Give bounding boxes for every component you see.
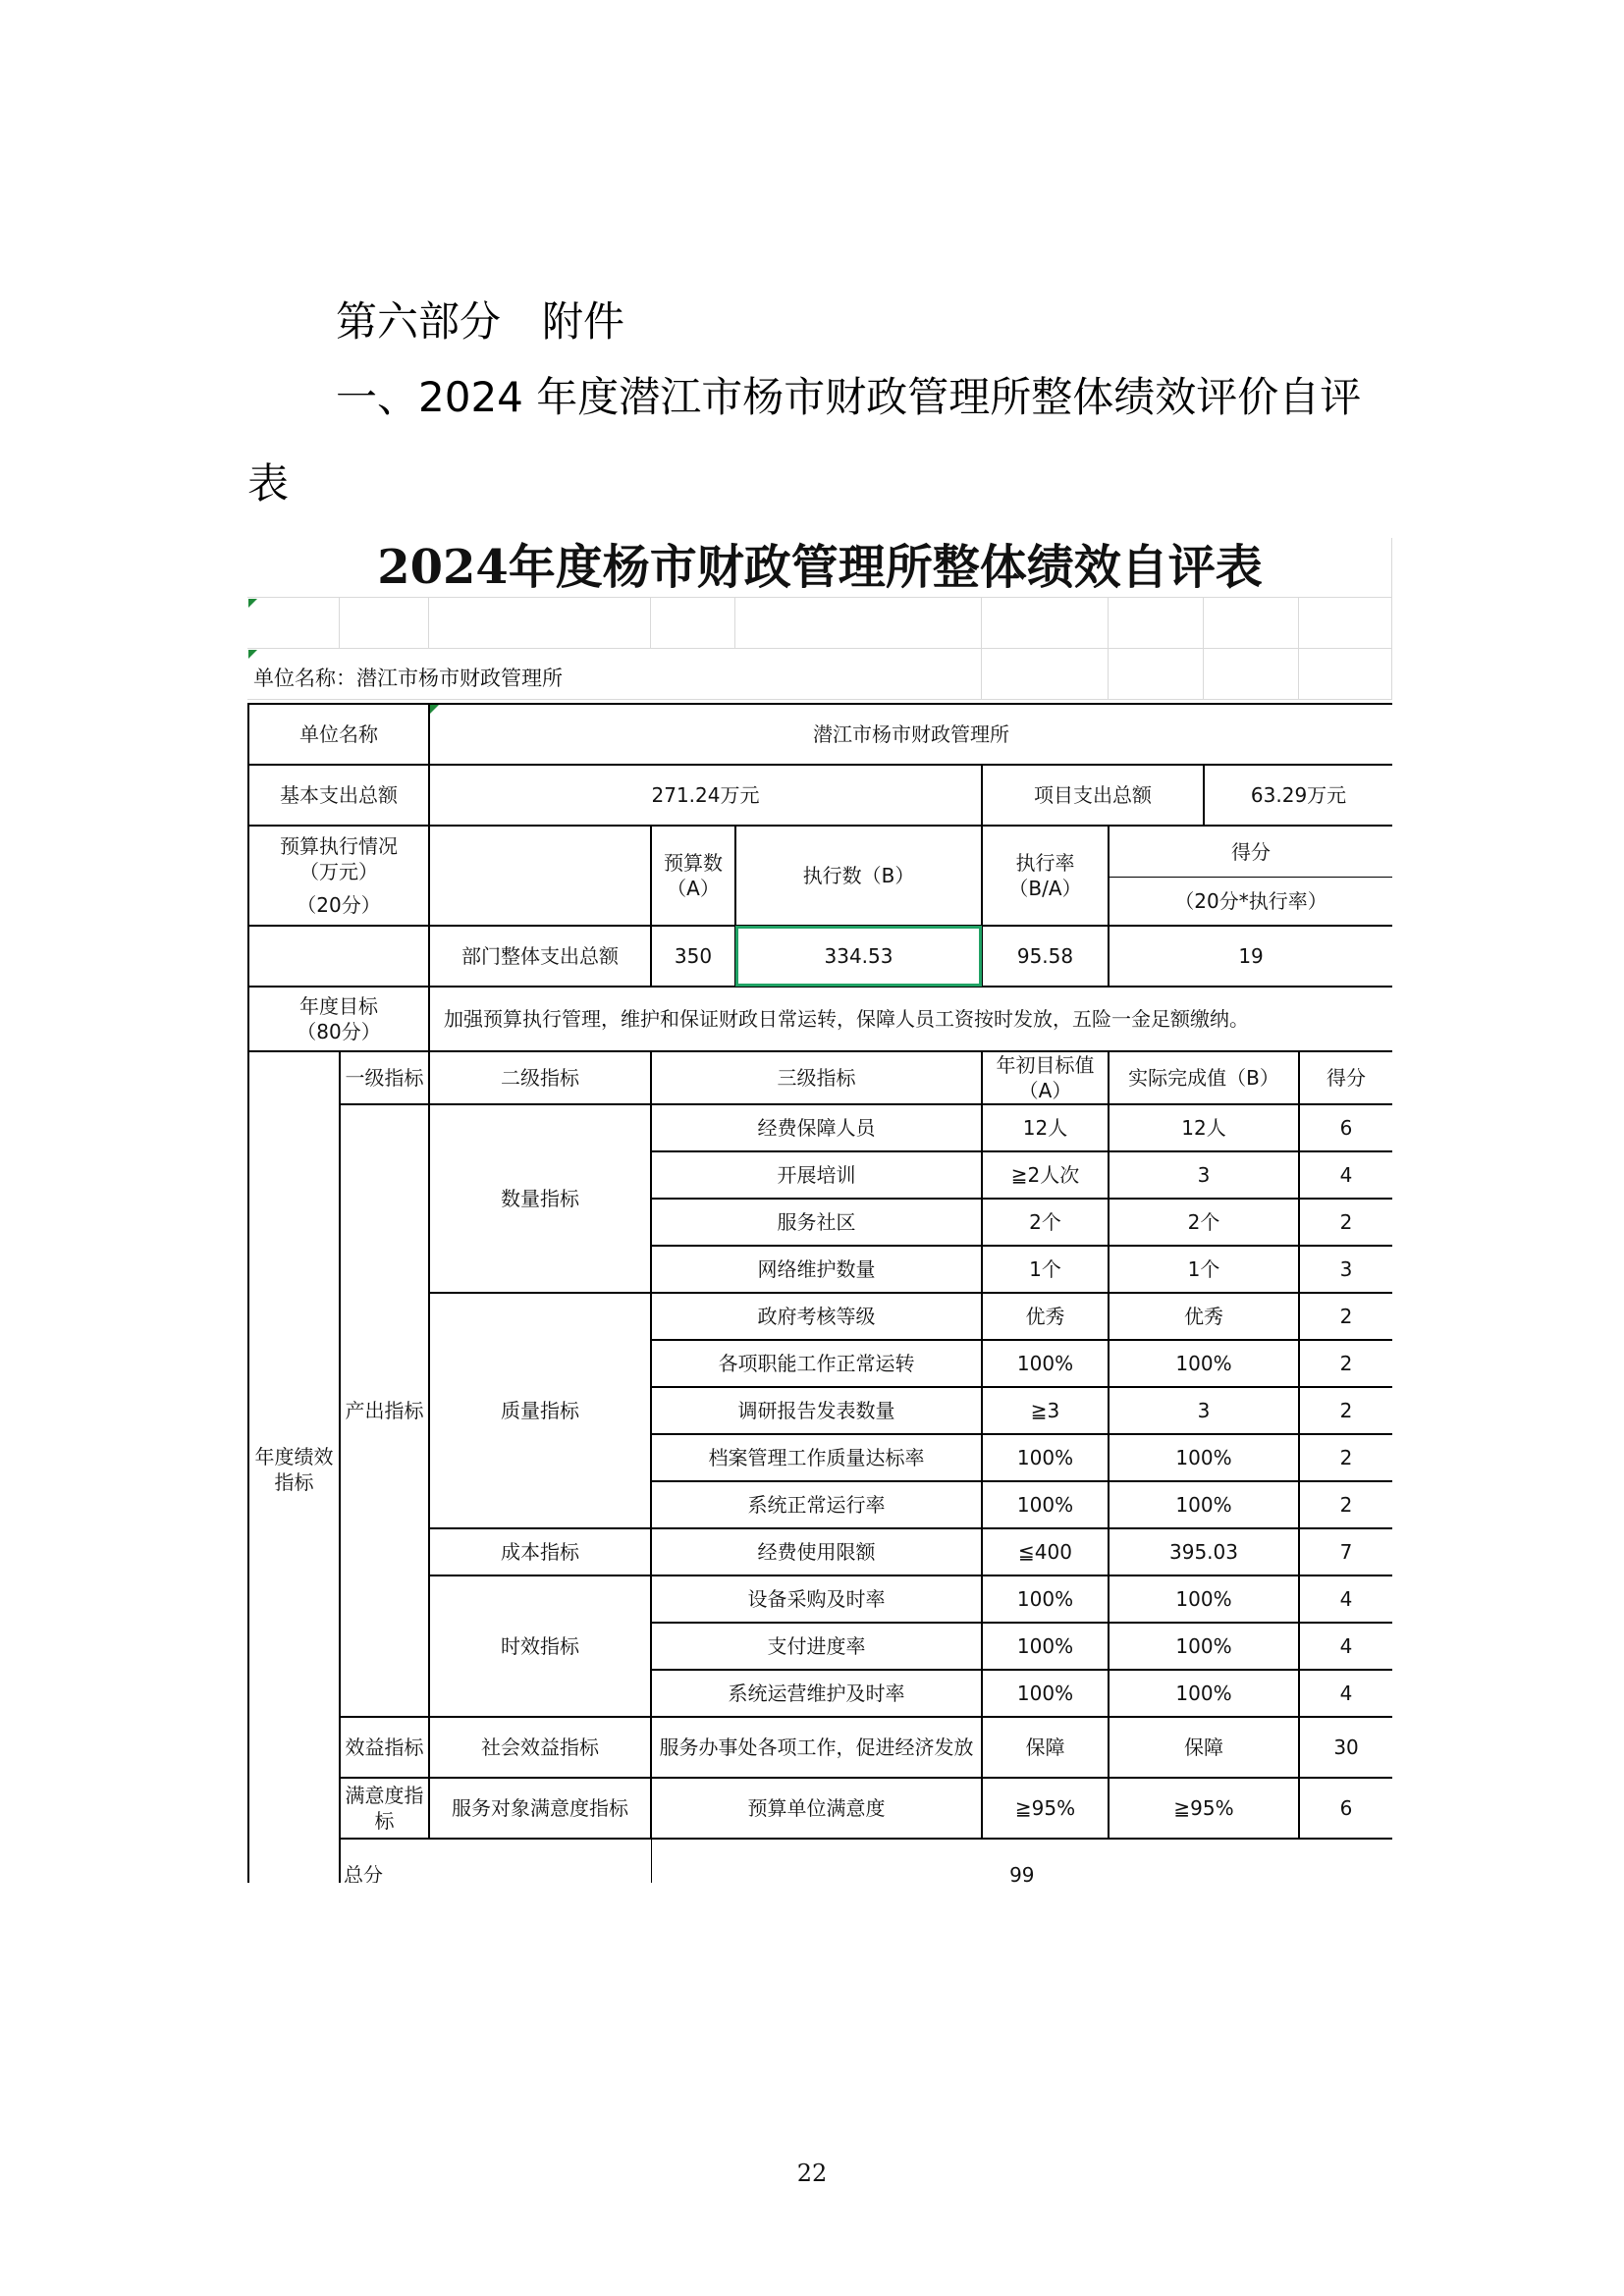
indicator-target: 100%: [982, 1434, 1109, 1481]
indicator-actual: 1个: [1109, 1246, 1299, 1293]
indicator-actual: 3: [1109, 1387, 1299, 1434]
target-header: 年初目标值（A）: [982, 1051, 1109, 1104]
document-title-line: 一、2024 年度潜江市杨市财政管理所整体绩效评价自评: [336, 373, 1362, 421]
indicator-score: 4: [1299, 1575, 1392, 1623]
sheet-title: 2024年度杨市财政管理所整体绩效自评表: [377, 540, 1263, 595]
total-score-value: 99: [651, 1839, 1392, 1883]
grid-line: [428, 597, 429, 648]
indicator-score: 3: [1299, 1246, 1392, 1293]
indicator-score: 4: [1299, 1151, 1392, 1199]
indicator-score: 2: [1299, 1199, 1392, 1246]
blank-cell: [429, 826, 651, 926]
budget-execution-label-line: 预算执行情况: [280, 834, 398, 858]
score-header-label: 得分: [1110, 828, 1392, 878]
indicator-score: 30: [1299, 1717, 1392, 1778]
annual-goal-label: [248, 987, 429, 1051]
basic-expenditure-value: 271.24万元: [429, 765, 982, 826]
indicator-actual: 3: [1109, 1151, 1299, 1199]
indicator-name: 开展培训: [651, 1151, 982, 1199]
section-heading: 第六部分 附件: [336, 297, 625, 346]
indicator-actual: 优秀: [1109, 1293, 1299, 1340]
level2-service-satisfaction: 服务对象满意度指标: [429, 1778, 651, 1839]
indicator-target: 保障: [982, 1717, 1109, 1778]
execution-column-header: 执行数（B）: [735, 826, 982, 926]
grid-line: [247, 597, 1392, 598]
indicator-target: 2个: [982, 1199, 1109, 1246]
annual-goal-points: （80分）: [297, 1020, 381, 1043]
project-expenditure-label: 项目支出总额: [982, 765, 1204, 826]
indicator-name: 系统运营维护及时率: [651, 1670, 982, 1717]
indicator-target: 12人: [982, 1104, 1109, 1151]
budget-execution-unit: （万元）: [299, 860, 378, 883]
level2-social-benefit: 社会效益指标: [429, 1717, 651, 1778]
annual-goal-text: 加强预算执行管理，维护和保证财政日常运转，保障人员工资按时发放，五险一金足额缴纳。: [429, 987, 1392, 1051]
grid-line: [1298, 597, 1299, 699]
annual-goal-label-line: 年度目标: [299, 994, 378, 1018]
indicator-name: 政府考核等级: [651, 1293, 982, 1340]
indicator-target: ≧2人次: [982, 1151, 1109, 1199]
indicator-name: 服务办事处各项工作，促进经济发放: [651, 1717, 982, 1778]
indicator-actual: ≧95%: [1109, 1778, 1299, 1839]
total-expenditure-label: 部门整体支出总额: [429, 926, 651, 987]
indicator-name: 设备采购及时率: [651, 1575, 982, 1623]
indicator-score: 6: [1299, 1778, 1392, 1839]
level1-satisfaction: 满意度指标: [340, 1778, 429, 1839]
indicator-name: 网络维护数量: [651, 1246, 982, 1293]
indicator-target: 100%: [982, 1575, 1109, 1623]
level2-cost: 成本指标: [429, 1528, 651, 1575]
budget-column-header: 预算数（A）: [651, 826, 735, 926]
indicator-score: 2: [1299, 1387, 1392, 1434]
indicator-score: 2: [1299, 1434, 1392, 1481]
grid-line: [339, 597, 340, 648]
indicator-name: 预算单位满意度: [651, 1778, 982, 1839]
indicator-actual: 100%: [1109, 1481, 1299, 1528]
budget-execution-points: （20分）: [297, 893, 381, 917]
performance-table: [247, 703, 1392, 1883]
indicator-name: 经费保障人员: [651, 1104, 982, 1151]
indicator-actual: 100%: [1109, 1434, 1299, 1481]
indicator-score: 2: [1299, 1481, 1392, 1528]
indicator-score: 4: [1299, 1670, 1392, 1717]
indicator-score: 2: [1299, 1340, 1392, 1387]
indicator-target: 100%: [982, 1481, 1109, 1528]
cell-comment-marker: [248, 599, 257, 608]
unit-name-line: 单位名称：潜江市杨市财政管理所: [253, 667, 563, 690]
basic-expenditure-label: 基本支出总额: [248, 765, 429, 826]
indicator-target: 100%: [982, 1340, 1109, 1387]
project-expenditure-value: 63.29万元: [1204, 765, 1392, 826]
indicator-target: 100%: [982, 1670, 1109, 1717]
grid-line: [1203, 597, 1204, 699]
grid-line: [650, 597, 651, 648]
document-title-continuation: 表: [247, 459, 290, 507]
indicator-actual: 100%: [1109, 1623, 1299, 1670]
grid-line: [981, 597, 982, 699]
rate-value: 95.58: [982, 926, 1109, 987]
indicator-actual: 保障: [1109, 1717, 1299, 1778]
performance-indicator-label: 年度绩效指标: [248, 1051, 340, 1883]
indicator-target: 100%: [982, 1623, 1109, 1670]
cell-comment-marker: [248, 650, 257, 659]
rate-column-header: 执行率（B/A）: [982, 826, 1109, 926]
level1-output: 产出指标: [340, 1104, 429, 1717]
page-number: 22: [796, 2160, 828, 2187]
indicator-actual: 100%: [1109, 1340, 1299, 1387]
indicator-name: 系统正常运行率: [651, 1481, 982, 1528]
indicator-score: 4: [1299, 1623, 1392, 1670]
indicator-actual: 12人: [1109, 1104, 1299, 1151]
grid-line: [247, 699, 1392, 700]
indicator-name: 各项职能工作正常运转: [651, 1340, 982, 1387]
score-header-formula: （20分*执行率）: [1174, 888, 1327, 913]
indicator-actual: 100%: [1109, 1575, 1299, 1623]
indicator-name: 档案管理工作质量达标率: [651, 1434, 982, 1481]
unit-name-label: 单位名称: [248, 704, 429, 765]
grid-line: [1108, 597, 1109, 699]
grid-line: [734, 597, 735, 648]
indicator-score: 2: [1299, 1293, 1392, 1340]
blank-cell: [248, 926, 429, 987]
spreadsheet-screenshot: [247, 538, 1392, 1883]
level2-quality: 质量指标: [429, 1293, 651, 1528]
indicator-target: ≦400: [982, 1528, 1109, 1575]
budget-execution-label: [248, 826, 429, 926]
grid-line: [1391, 538, 1392, 699]
level1-benefit: 效益指标: [340, 1717, 429, 1778]
score-column-header: [1109, 826, 1392, 926]
indicator-name: 调研报告发表数量: [651, 1387, 982, 1434]
indicator-actual: 100%: [1109, 1670, 1299, 1717]
indicator-target: ≧95%: [982, 1778, 1109, 1839]
unit-name-value: 潜江市杨市财政管理所: [429, 704, 1392, 765]
indicator-target: 1个: [982, 1246, 1109, 1293]
grid-line: [247, 648, 1392, 649]
indicator-target: 优秀: [982, 1293, 1109, 1340]
level1-header: 一级指标: [340, 1051, 429, 1104]
execution-value-selected-cell[interactable]: 334.53: [735, 926, 982, 987]
indicator-name: 服务社区: [651, 1199, 982, 1246]
level2-quantity: 数量指标: [429, 1104, 651, 1293]
indicator-name: 经费使用限额: [651, 1528, 982, 1575]
level2-header: 二级指标: [429, 1051, 651, 1104]
score-header: 得分: [1299, 1051, 1392, 1104]
budget-score-value: 19: [1109, 926, 1392, 987]
indicator-actual: 2个: [1109, 1199, 1299, 1246]
level2-timeliness: 时效指标: [429, 1575, 651, 1717]
indicator-name: 支付进度率: [651, 1623, 982, 1670]
actual-header: 实际完成值（B）: [1109, 1051, 1299, 1104]
indicator-actual: 395.03: [1109, 1528, 1299, 1575]
total-score-label: 总分: [340, 1839, 651, 1883]
indicator-score: 7: [1299, 1528, 1392, 1575]
budget-value: 350: [651, 926, 735, 987]
level3-header: 三级指标: [651, 1051, 982, 1104]
indicator-target: ≧3: [982, 1387, 1109, 1434]
indicator-score: 6: [1299, 1104, 1392, 1151]
